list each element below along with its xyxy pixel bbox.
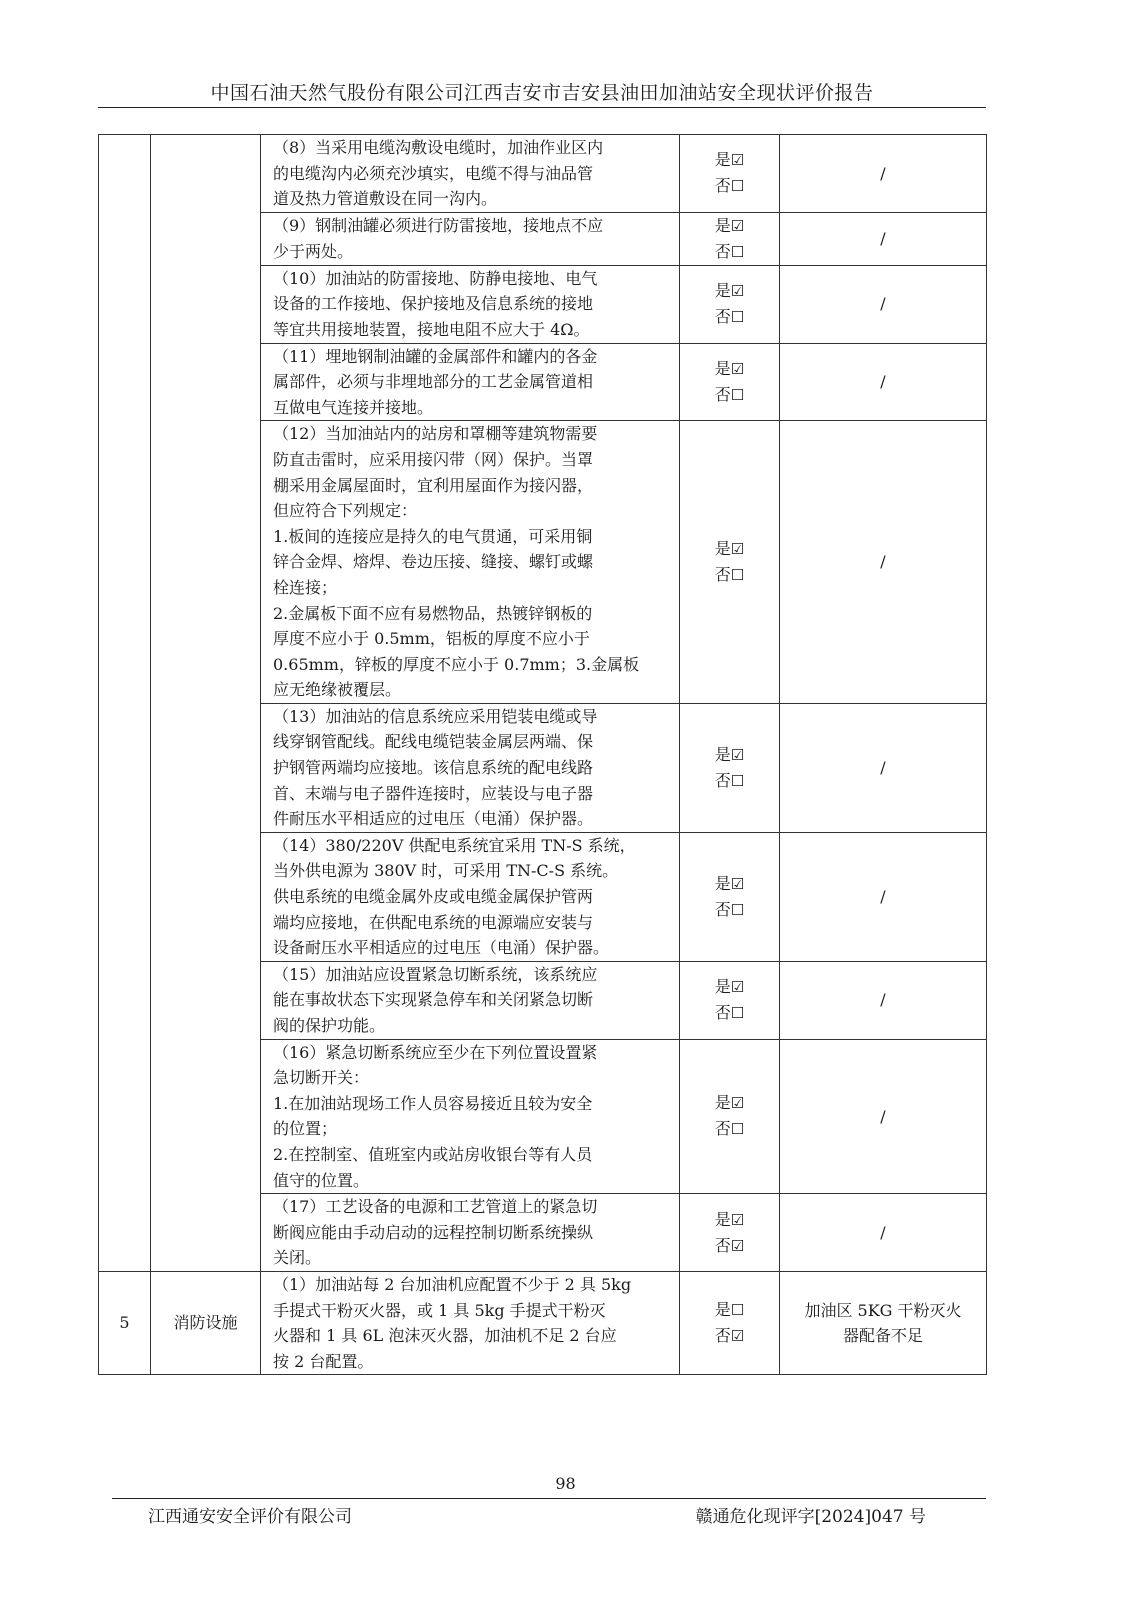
requirement-cell: （17）工艺设备的电源和工艺管道上的紧急切 断阀应能由手动启动的远程控制切断系统操纵 关闭。 [261,1194,680,1272]
yes-checkbox: ☐ [730,1301,745,1320]
compliance-cell: 是☑ 否☐ [680,961,780,1039]
result-cell: / [780,135,987,213]
no-checkbox: ☐ [730,771,745,790]
result-cell: / [780,265,987,343]
footer-rule [112,1498,986,1499]
section-number-cell [99,135,151,1272]
page-number: 98 [555,1474,576,1493]
requirement-cell: （16）紧急切断系统应至少在下列位置设置紧 急切断开关： 1.在加油站现场工作人员容易接近且较为安全 的位置； 2.在控制室、值班室内或站房收银台等有人员 值守的位置。 [261,1039,680,1194]
no-checkbox: ☑ [730,1327,745,1346]
no-checkbox: ☐ [730,1004,745,1023]
result-cell: / [780,343,987,421]
section-category-cell [151,135,261,1272]
result-cell: / [780,421,987,704]
result-cell: / [780,1194,987,1272]
yes-checkbox: ☑ [730,874,745,893]
requirement-cell: （14）380/220V 供配电系统宜采用 TN-S 系统， 当外供电源为 380V 时，可采用 TN-C-S 系统。 供电系统的电缆金属外皮或电缆金属保护管两 端均应接地，在供配电系统的电源端应安装与 设备耐压水平相适应的过电压（电涌）保护器。 [261,832,680,961]
safety-checklist-table [98,134,987,1375]
yes-checkbox: ☑ [730,745,745,764]
yes-checkbox: ☑ [730,151,745,170]
compliance-cell: 是☑ 否☐ [680,1039,780,1194]
compliance-cell: 是☑ 否☐ [680,703,780,832]
result-cell: / [780,1039,987,1194]
requirement-cell: （10）加油站的防雷接地、防静电接地、电气 设备的工作接地、保护接地及信息系统的接地 等宜共用接地装置，接地电阻不应大于 4Ω。 [261,265,680,343]
compliance-cell: 是☑ 否☐ [680,135,780,213]
yes-checkbox: ☑ [730,282,745,301]
result-cell: 加油区 5KG 干粉灭火 器配备不足 [780,1271,987,1374]
result-cell: / [780,832,987,961]
compliance-cell: 是☑ 否☐ [680,343,780,421]
compliance-cell: 是☑ 否☑ [680,1194,780,1272]
table-row [99,1271,987,1374]
yes-checkbox: ☑ [730,978,745,997]
requirement-cell: （8）当采用电缆沟敷设电缆时，加油作业区内 的电缆沟内必须充沙填实，电缆不得与油品管 道及热力管道敷设在同一沟内。 [261,135,680,213]
result-cell: / [780,961,987,1039]
no-checkbox: ☑ [730,1236,745,1255]
section-category-cell: 消防设施 [151,1271,261,1374]
no-checkbox: ☐ [730,900,745,919]
requirement-cell: （13）加油站的信息系统应采用铠装电缆或导 线穿钢管配线。配线电缆铠装金属层两端、保 护钢管两端均应接地。该信息系统的配电线路 首、末端与电子器件连接时，应装设与电子器 件耐压水平相适应的过电压（电涌）保护器。 [261,703,680,832]
requirement-cell: （1）加油站每 2 台加油机应配置不少于 2 具 5kg 手提式干粉灭火器，或 1 具 5kg 手提式干粉灭 火器和 1 具 6L 泡沫灭火器，加油机不足 2 台应 按 2 台配置。 [261,1271,680,1374]
requirement-cell: （15）加油站应设置紧急切断系统，该系统应 能在事故状态下实现紧急停车和关闭紧急切断 阀的保护功能。 [261,961,680,1039]
requirement-cell: （11）埋地钢制油罐的金属部件和罐内的各金 属部件，必须与非埋地部分的工艺金属管道相 互做电气连接并接地。 [261,343,680,421]
requirement-cell: （12）当加油站内的站房和罩棚等建筑物需要 防直击雷时，应采用接闪带（网）保护。当罩 棚采用金属屋面时，宜利用屋面作为接闪器， 但应符合下列规定： 1.板间的连接应是持久的电气贯通，可采用铜 锌合金焊、熔焊、卷边压接、缝接、螺钉或螺 栓连接； 2.金属板下面不应有易燃物品，热镀锌钢板的 厚度不应小于 0.5mm，铝板的厚度不应小于 0.65mm，锌板的厚度不应小于 0.7mm；3.金属板 应无绝缘被覆层。 [261,421,680,704]
no-checkbox: ☐ [730,566,745,585]
result-cell: / [780,703,987,832]
no-checkbox: ☐ [730,177,745,196]
compliance-cell: 是☑ 否☐ [680,421,780,704]
yes-checkbox: ☑ [730,216,745,235]
footer-doc-code: 赣通危化现评字[2024]047 号 [695,1507,926,1527]
yes-checkbox: ☑ [730,1094,745,1113]
compliance-cell: 是☑ 否☐ [680,212,780,265]
yes-checkbox: ☑ [730,1210,745,1229]
yes-checkbox: ☑ [730,359,745,378]
no-checkbox: ☐ [730,385,745,404]
no-checkbox: ☐ [730,308,745,327]
table-row [99,135,987,213]
compliance-cell: 是☐ 否☑ [680,1271,780,1374]
compliance-cell: 是☑ 否☐ [680,265,780,343]
header-rule [98,107,986,108]
page-header-title: 中国石油天然气股份有限公司江西吉安市吉安县油田加油站安全现状评价报告 [210,82,874,104]
result-cell: / [780,212,987,265]
no-checkbox: ☐ [730,1120,745,1139]
yes-checkbox: ☑ [730,540,745,559]
footer-company: 江西通安安全评价有限公司 [148,1507,352,1527]
requirement-cell: （9）钢制油罐必须进行防雷接地，接地点不应 少于两处。 [261,212,680,265]
checklist-body [99,135,987,1375]
compliance-cell: 是☑ 否☐ [680,832,780,961]
no-checkbox: ☐ [730,242,745,261]
section-number-cell: 5 [99,1271,151,1374]
